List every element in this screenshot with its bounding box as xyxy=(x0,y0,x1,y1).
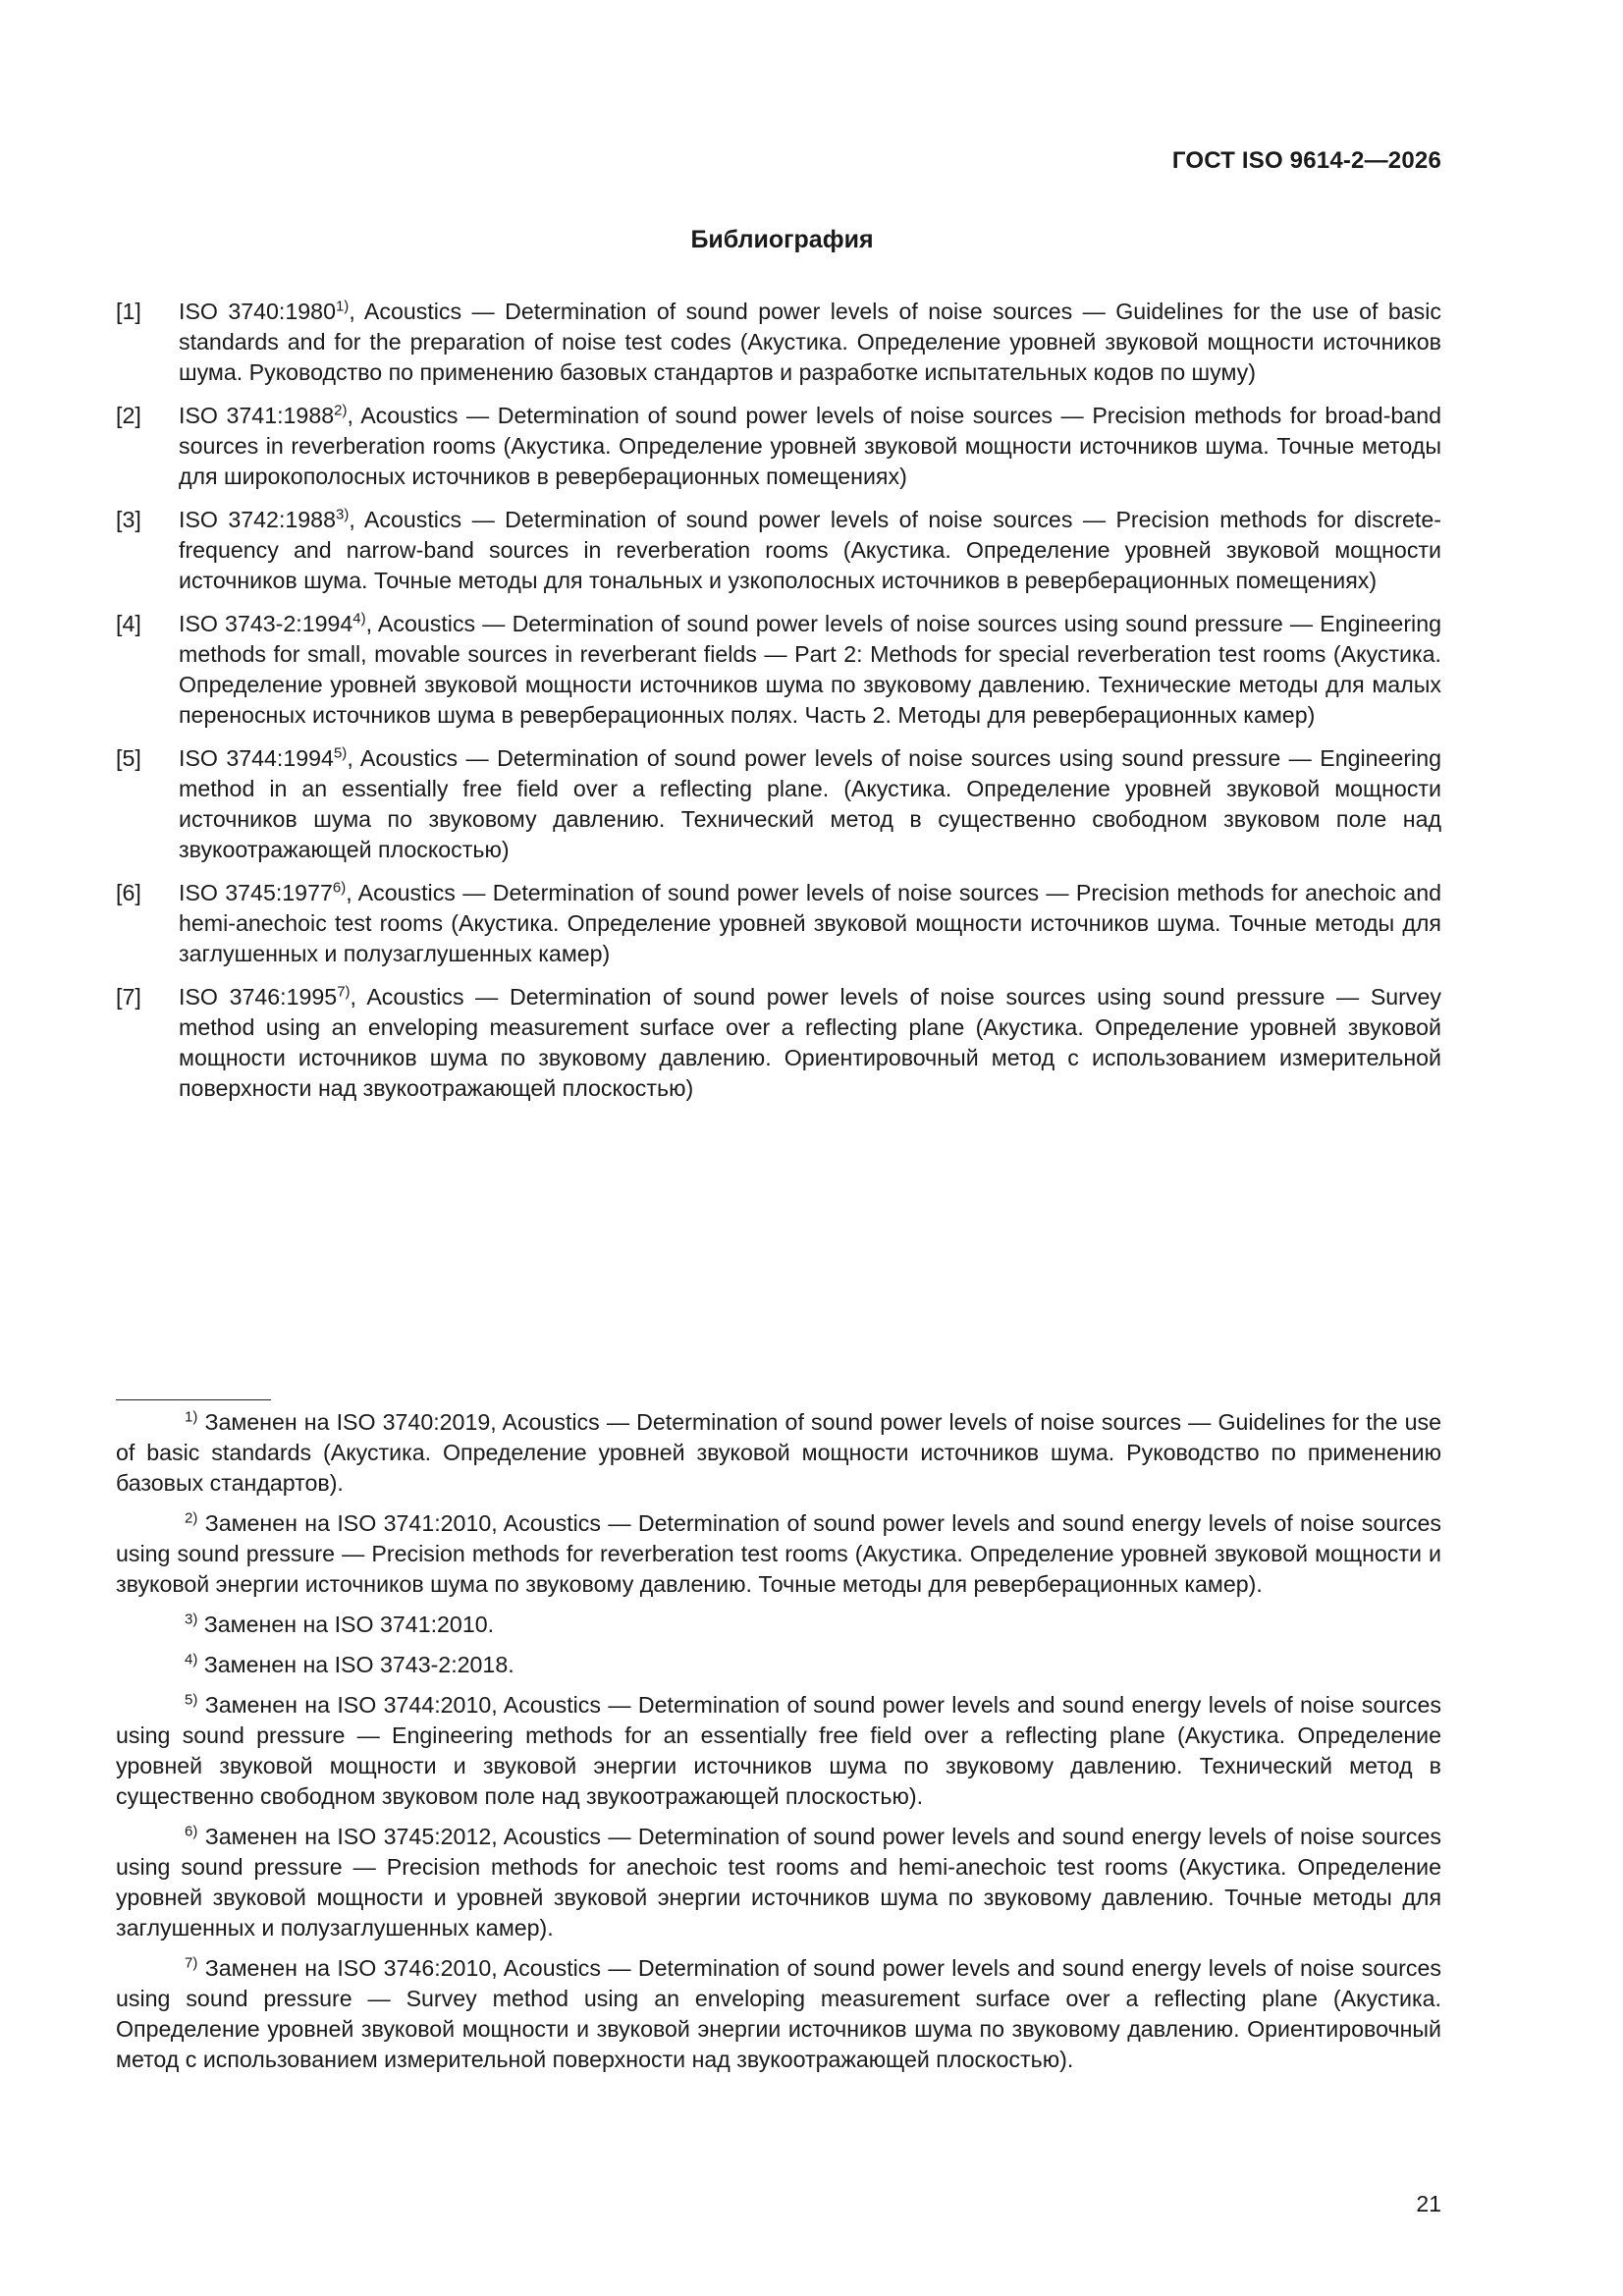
entry-number: [7] xyxy=(116,984,141,1010)
footnote-mark: 1) xyxy=(185,1408,198,1426)
bibliography-entry xyxy=(116,743,1441,865)
entry-title: , Acoustics — Determination of sound power levels of noise sources — Precision methods for anechoic and hemi-anechoic test rooms (Акустика. Определение уровней звуковой мощности источников шума. Точные методы для заглушенных и полузаглушенных камер) xyxy=(179,880,1441,966)
footnote xyxy=(116,1690,1441,1812)
footnote xyxy=(116,1407,1441,1499)
footnote-mark: 4) xyxy=(352,610,366,628)
footnote-mark: 5) xyxy=(333,744,348,762)
footnote-text: Заменен на ISO 3743-2:2018. xyxy=(197,1652,514,1677)
footnote xyxy=(116,1650,1441,1680)
footnote-text: Заменен на ISO 3744:2010, Acoustics — Determination of sound power levels and sound energy levels of noise sources using sound pressure — Engineering methods for an essentially free field over a reflecting plane (Акустика. Определение уровней звуковой мощности и звуковой энергии источников шума по звуковому давлению. Технический метод в существенно свободном звуковом поле над звукоотражающей плоскостью). xyxy=(116,1692,1441,1809)
entry-title: , Acoustics — Determination of sound power levels of noise sources using sound pressure — Survey method using an enveloping measurement surface over a reflecting plane (Акустика. Определение уровней звуковой мощности источников шума по звуковому давлению. Ориентировочный метод с использованием измерительной поверхности над звукоотражающей плоскостью) xyxy=(179,984,1441,1101)
entry-text xyxy=(179,401,1441,492)
footnote-mark: 6) xyxy=(332,879,347,897)
entry-number: [1] xyxy=(116,299,141,324)
entry-number: [5] xyxy=(116,745,141,771)
footnote-mark: 2) xyxy=(185,1509,198,1527)
entry-title: , Acoustics — Determination of sound power levels of noise sources using sound pressure — Engineering method in an essentially free field over a reflecting plane. (Акустика. Определение уровней звуковой мощности источников шума по звуковому давлению. Технический метод в существенно свободном звуковом поле над звукоотражающей плоскостью) xyxy=(179,745,1441,862)
footnote-mark: 7) xyxy=(337,983,351,1001)
footnote-mark: 3) xyxy=(335,506,350,523)
entry-number: [3] xyxy=(116,507,141,532)
footnote-mark: 2) xyxy=(334,402,348,419)
bibliography-entry xyxy=(116,609,1441,731)
footnote-separator xyxy=(116,1399,271,1400)
document-code-header: ГОСТ ISO 9614-2—2026 xyxy=(1171,147,1441,174)
entry-code: ISO 3743-2:1994 xyxy=(179,611,353,636)
footnote-text: Заменен на ISO 3741:2010, Acoustics — Determination of sound power levels and sound energy levels of noise sources using sound pressure — Precision methods for reverberation test rooms (Акустика. Определение уровней звуковой мощности и звуковой энергии источников шума по звуковому давлению. Точные методы для реверберационных камер). xyxy=(116,1510,1441,1597)
page-number: 21 xyxy=(1416,2191,1441,2216)
footnotes-section xyxy=(116,1407,1441,2085)
entry-title: , Acoustics — Determination of sound power levels of noise sources — Guidelines for the use of basic standards and for the preparation of noise test codes (Акустика. Определение уровней звуковой мощности источников шума. Руководство по применению базовых стандартов и разработке испытательных кодов по шуму) xyxy=(179,299,1442,385)
footnote-mark: 7) xyxy=(185,1954,198,1972)
footnote-mark: 3) xyxy=(185,1611,198,1628)
entry-text xyxy=(179,982,1441,1104)
entry-text xyxy=(179,505,1441,596)
entry-text xyxy=(179,609,1441,731)
footnote xyxy=(116,1953,1441,2075)
footnote-mark: 5) xyxy=(185,1691,198,1709)
entry-code: ISO 3741:1988 xyxy=(179,403,335,428)
entry-text xyxy=(179,878,1441,969)
bibliography-entry xyxy=(116,982,1441,1104)
footnote-text: Заменен на ISO 3746:2010, Acoustics — Determination of sound power levels and sound energy levels of noise sources using sound pressure — Survey method using an enveloping measurement surface over a reflecting plane (Акустика. Определение уровней звуковой мощности и звуковой энергии источников шума по звуковому давлению. Ориентировочный метод с использованием измерительной поверхности над звукоотражающей плоскостью). xyxy=(116,1955,1441,2072)
entry-code: ISO 3745:1977 xyxy=(179,880,333,905)
entry-code: ISO 3742:1988 xyxy=(179,507,336,532)
bibliography-entry xyxy=(116,505,1441,596)
footnote-text: Заменен на ISO 3740:2019, Acoustics — Determination of sound power levels of noise sources — Guidelines for the use of basic standards (Акустика. Определение уровней звуковой мощности источников шума. Руководство по применению базовых стандартов). xyxy=(116,1409,1441,1496)
entry-number: [4] xyxy=(116,611,141,636)
entry-code: ISO 3740:1980 xyxy=(179,299,336,324)
entry-code: ISO 3746:1995 xyxy=(179,984,338,1010)
bibliography-entry xyxy=(116,878,1441,969)
entry-number: [2] xyxy=(116,403,141,428)
entry-text xyxy=(179,743,1441,865)
footnote-mark: 4) xyxy=(185,1651,198,1668)
bibliography-list xyxy=(116,297,1441,1117)
entry-title: , Acoustics — Determination of sound power levels of noise sources using sound pressure — Engineering methods for small, movable sources in reverberant fields — Part 2: Methods for special reverberation test rooms (Акустика. Определение уровней звуковой мощности источников шума по звуковому давлению. Технические методы для малых переносных источников шума в реверберационных полях. Часть 2. Методы для реверберационных камер) xyxy=(179,611,1441,728)
page-title: Библиография xyxy=(690,226,874,253)
entry-number: [6] xyxy=(116,880,141,905)
footnote-mark: 6) xyxy=(185,1823,198,1840)
bibliography-entry xyxy=(116,401,1441,492)
bibliography-entry xyxy=(116,297,1441,388)
entry-code: ISO 3744:1994 xyxy=(179,745,334,771)
footnote-mark: 1) xyxy=(335,298,350,315)
footnote xyxy=(116,1822,1441,1943)
footnote-text: Заменен на ISO 3745:2012, Acoustics — Determination of sound power levels and sound energy levels of noise sources using sound pressure — Precision methods for anechoic test rooms and hemi-anechoic test rooms (Акустика. Определение уровней звуковой мощности и уровней звуковой энергии источников шума по звуковому давлению. Точные методы для заглушенных и полузаглушенных камер). xyxy=(116,1824,1441,1941)
footnote-text: Заменен на ISO 3741:2010. xyxy=(197,1612,495,1637)
entry-text xyxy=(179,297,1441,388)
footnote xyxy=(116,1610,1441,1640)
footnote xyxy=(116,1508,1441,1600)
entry-title: , Acoustics — Determination of sound power levels of noise sources — Precision methods for broad-band sources in reverberation rooms (Акустика. Определение уровней звуковой мощности источников шума. Точные методы для широкополосных источников в реверберационных помещениях) xyxy=(179,403,1441,489)
entry-title: , Acoustics — Determination of sound power levels of noise sources — Precision methods for discrete-frequency and narrow-band sources in reverberation rooms (Акустика. Определение уровней звуковой мощности источников шума. Точные методы для тональных и узкополосных источников в реверберационных помещениях) xyxy=(179,507,1441,593)
